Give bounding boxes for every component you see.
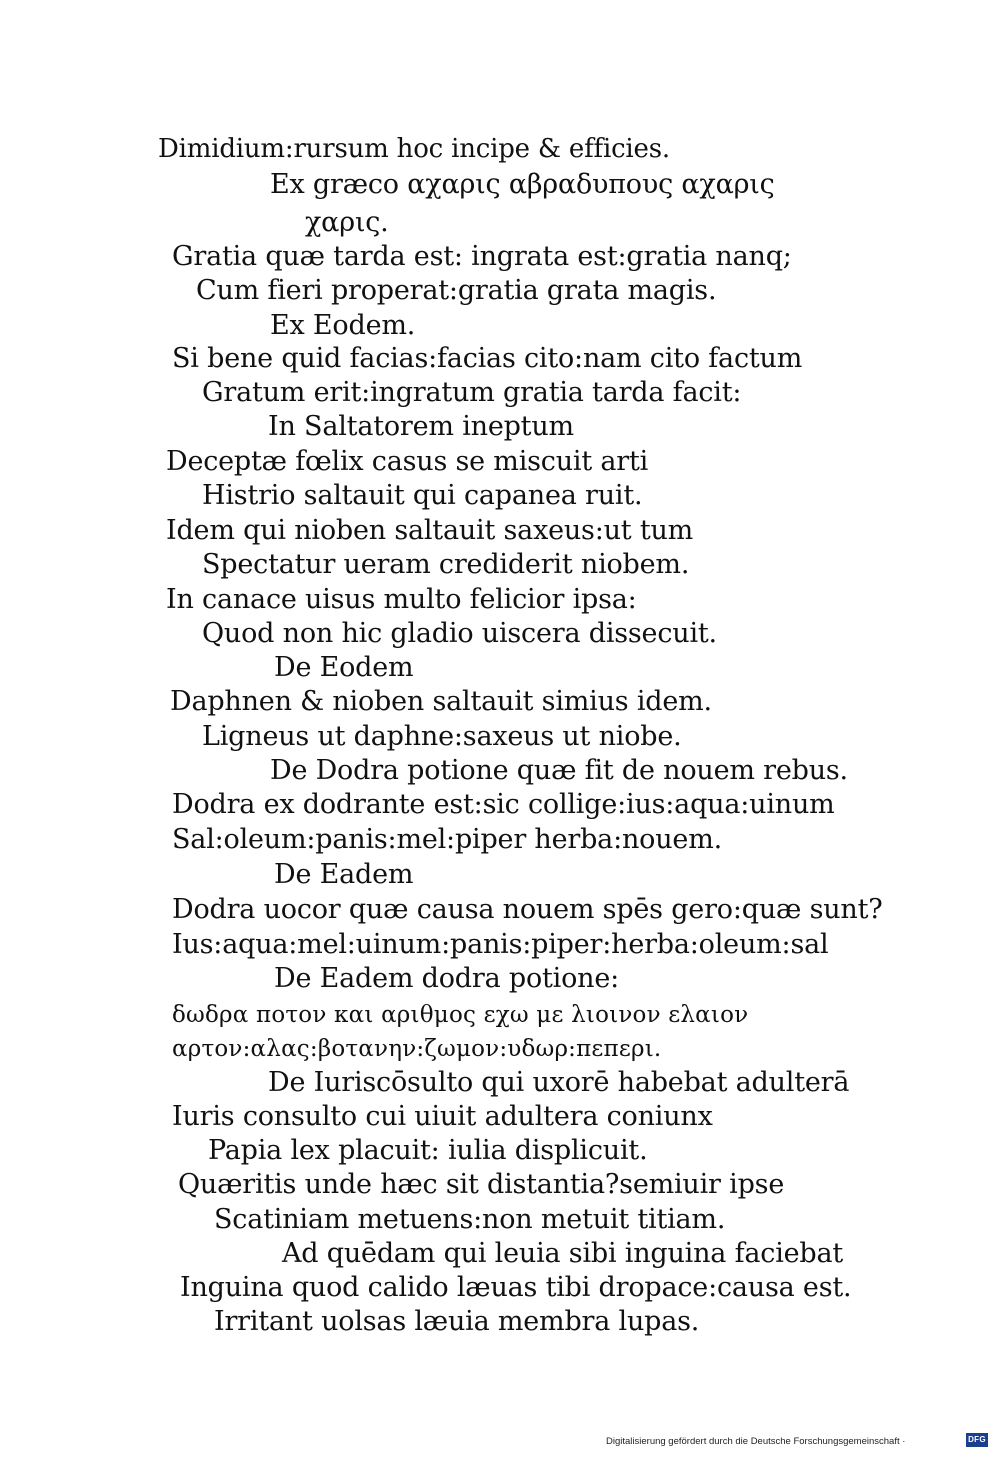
text-line-27: αρτον:αλας:βοτανην:ζωμον:υδωρ:πεπερι. bbox=[172, 1036, 662, 1062]
dfg-logo: DFG bbox=[966, 1433, 988, 1447]
text-line-1: Dimidium:rursum hoc incipe & efficies. bbox=[158, 134, 670, 164]
text-line-10: Deceptæ fœlix casus se miscuit arti bbox=[166, 446, 649, 477]
text-line-25: De Eadem dodra potione: bbox=[274, 963, 620, 994]
text-line-4: Gratia quæ tarda est: ingrata est:gratia nanq; bbox=[172, 241, 792, 272]
text-line-2: Ex græco αχαρις αβραδυπους αχαρις bbox=[270, 169, 775, 200]
text-line-15: Quod non hic gladio uiscera dissecuit. bbox=[202, 618, 717, 649]
text-line-16: De Eodem bbox=[274, 652, 414, 683]
text-line-24: Ius:aqua:mel:uinum:panis:piper:herba:oleum:sal bbox=[172, 929, 829, 960]
text-line-8: Gratum erit:ingratum gratia tarda facit: bbox=[202, 377, 742, 408]
text-line-29: Iuris consulto cui uiuit adultera coniunx bbox=[172, 1101, 713, 1132]
text-line-6: Ex Eodem. bbox=[270, 310, 416, 341]
text-line-19: De Dodra potione quæ fit de nouem rebus. bbox=[270, 755, 848, 786]
text-line-31: Quæritis unde hæc sit distantia?semiuir ipse bbox=[178, 1169, 785, 1200]
text-line-23: Dodra uocor quæ causa nouem spēs gero:quæ sunt? bbox=[172, 894, 883, 925]
text-line-33: Ad quēdam qui leuia sibi inguina faciebat bbox=[282, 1238, 844, 1269]
text-line-3: χαρις. bbox=[305, 207, 389, 238]
text-line-18: Ligneus ut daphne:saxeus ut niobe. bbox=[202, 721, 682, 752]
text-line-20: Dodra ex dodrante est:sic collige:ius:aqua:uinum bbox=[172, 789, 835, 820]
text-line-14: In canace uisus multo felicior ipsa: bbox=[166, 584, 637, 615]
text-line-22: De Eadem bbox=[274, 859, 414, 890]
digitization-credit: Digitalisierung gefördert durch die Deutsche Forschungsgemeinschaft · bbox=[606, 1436, 906, 1447]
text-line-26: δωδρα ποτον και αριθμος εχω με λιοινον ελαιον bbox=[172, 1002, 749, 1028]
text-line-21: Sal:oleum:panis:mel:piper herba:nouem. bbox=[172, 824, 722, 855]
text-line-35: Irritant uolsas læuia membra lupas. bbox=[214, 1306, 700, 1337]
text-line-28: De Iuriscōsulto qui uxorē habebat adulterā bbox=[268, 1067, 850, 1098]
text-line-11: Histrio saltauit qui capanea ruit. bbox=[202, 480, 643, 511]
text-line-34: Inguina quod calido læuas tibi dropace:causa est. bbox=[180, 1272, 852, 1303]
text-line-13: Spectatur ueram crediderit niobem. bbox=[202, 549, 690, 580]
text-line-32: Scatiniam metuens:non metuit titiam. bbox=[214, 1204, 726, 1235]
text-line-12: Idem qui nioben saltauit saxeus:ut tum bbox=[166, 515, 694, 546]
text-line-30: Papia lex placuit: iulia displicuit. bbox=[208, 1135, 648, 1166]
text-line-9: In Saltatorem ineptum bbox=[268, 411, 574, 442]
text-line-17: Daphnen & nioben saltauit simius idem. bbox=[170, 686, 712, 717]
text-line-5: Cum fieri properat:gratia grata magis. bbox=[196, 275, 717, 306]
text-line-7: Si bene quid facias:facias cito:nam cito factum bbox=[172, 343, 803, 374]
